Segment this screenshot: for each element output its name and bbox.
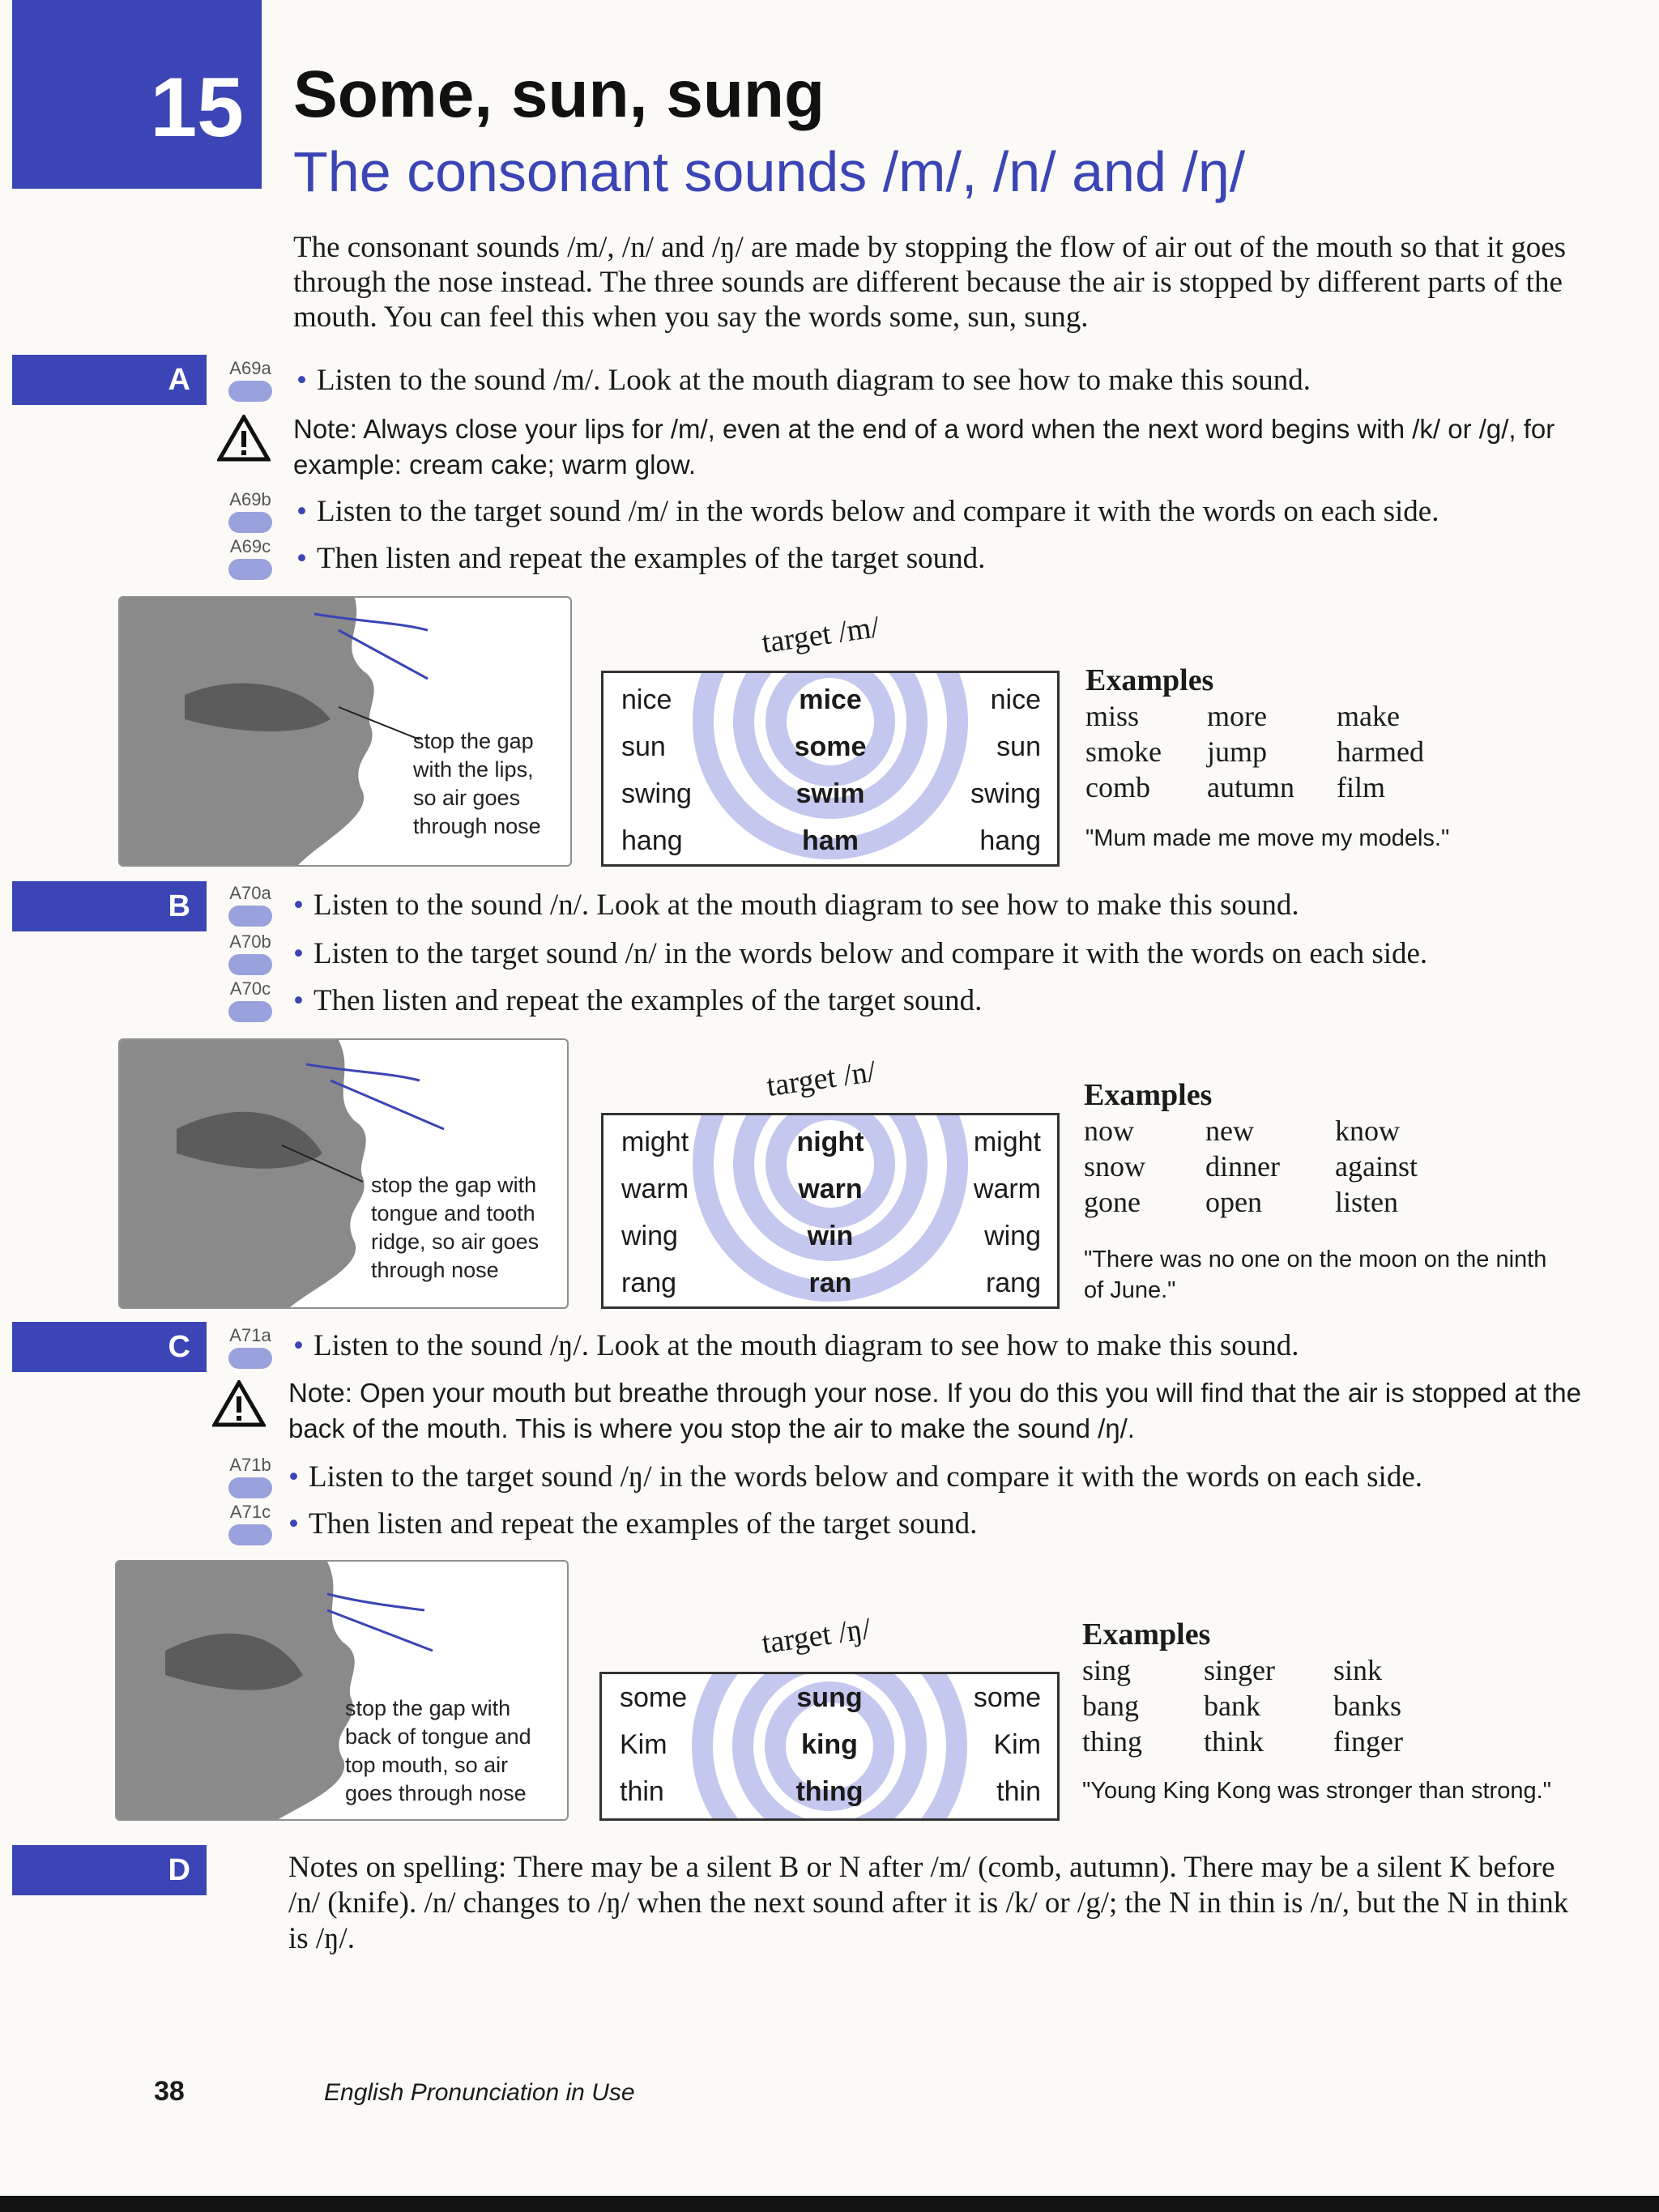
section-b-bar [12, 881, 207, 931]
target-word-cell: some [794, 731, 867, 762]
instruction-text: Listen to the target sound /n/ in the words below and compare it with the words on each side. [313, 937, 1428, 970]
example-word: gone [1084, 1186, 1141, 1218]
word-table [601, 1113, 1060, 1309]
table-row [603, 770, 1057, 817]
example-word: comb [1085, 771, 1150, 803]
audio-track-icon[interactable] [224, 978, 277, 1024]
note-text: Note: Always close your lips for /m/, even at the end of a word when the next word begins with /k/ or /g/, for example: cream cake; warm glow. [293, 414, 1555, 479]
instruction-line: • Listen to the target sound /ŋ/ in the words below and compare it with the words on each side. [288, 1460, 1422, 1494]
note-text: Note: Open your mouth but breathe through your nose. If you do this you will find that the air is stopped at the back of the mouth. This is where you stop the air to make the sound /ŋ/. [288, 1378, 1581, 1443]
instruction-line: • Then listen and repeat the examples of the target sound. [296, 542, 986, 575]
target-word-cell: mice [799, 684, 862, 715]
instruction-line: • Listen to the sound /ŋ/. Look at the mouth diagram to see how to make this sound. [293, 1329, 1299, 1362]
diagram-caption: stop the gap with tongue and tooth ridge, so air goes through nose [371, 1173, 539, 1282]
instruction-text: Listen to the sound /m/. Look at the mouth diagram to see how to make this sound. [316, 364, 1311, 397]
example-word: snow [1084, 1150, 1146, 1183]
word-cell: thin [620, 1776, 664, 1807]
target-word-cell: thing [795, 1776, 864, 1807]
track-id: A70b [229, 931, 271, 952]
word-cell: warm [973, 1174, 1041, 1204]
example-word: sink [1333, 1654, 1383, 1686]
example-word: film [1337, 771, 1385, 803]
book-title: English Pronunciation in Use [324, 2079, 635, 2106]
example-word: autumn [1207, 771, 1294, 803]
examples-heading: Examples [1084, 1078, 1213, 1112]
examples-row [1084, 1113, 1570, 1149]
target-word-cell: ran [808, 1268, 852, 1298]
word-cell: swing [970, 778, 1041, 809]
unit-number-box [12, 0, 262, 189]
diagram-caption: stop the gap with back of tongue and top mouth, so air goes through nose [345, 1696, 531, 1805]
word-cell: some [620, 1682, 688, 1713]
word-cell: rang [985, 1268, 1041, 1298]
instruction-text: Listen to the target sound /m/ in the words below and compare it with the words on each side. [316, 495, 1439, 528]
table-row [603, 1259, 1057, 1306]
instruction-line: • Then listen and repeat the examples of the target sound. [293, 984, 983, 1017]
examples-row [1082, 1688, 1601, 1724]
mouth-diagram [118, 596, 572, 867]
word-cell: Kim [620, 1729, 667, 1760]
examples-row [1084, 1149, 1570, 1184]
table-row [602, 1674, 1057, 1721]
example-word: new [1205, 1115, 1254, 1147]
section-label: B [168, 889, 190, 923]
target-word-cell: warn [798, 1174, 863, 1204]
section-label: D [168, 1852, 190, 1887]
table-row [603, 817, 1057, 864]
word-cell: warm [621, 1174, 689, 1204]
examples-row [1085, 734, 1572, 769]
example-word: bank [1204, 1690, 1260, 1722]
word-table [599, 1672, 1060, 1821]
example-word: dinner [1205, 1150, 1280, 1183]
page-number: 38 [154, 2076, 185, 2107]
warning-icon [212, 1380, 266, 1427]
examples-row [1082, 1724, 1601, 1759]
example-word: open [1205, 1186, 1262, 1218]
target-label: target /ŋ/ [759, 1611, 873, 1661]
page-subtitle: The consonant sounds /m/, /n/ and /ŋ/ [293, 140, 1246, 203]
audio-track-icon[interactable] [224, 1502, 277, 1547]
word-cell: Kim [993, 1729, 1041, 1760]
word-cell: hang [979, 825, 1041, 856]
instruction-line: • Listen to the target sound /m/ in the words below and compare it with the words on each side. [296, 495, 1439, 528]
scan-bottom-edge [0, 2196, 1659, 2212]
examples-row [1085, 698, 1572, 734]
track-id: A71c [229, 1502, 271, 1522]
example-quote: "Young King Kong was stronger than strong." [1082, 1778, 1551, 1804]
word-cell: swing [621, 778, 692, 809]
example-word: smoke [1085, 735, 1162, 768]
examples-row [1085, 769, 1572, 805]
intro-paragraph: The consonant sounds /m/, /n/ and /ŋ/ are made by stopping the flow of air out of the mouth so that it goes through the nose instead. The three sounds are different because the air is stopped by different parts of the mouth. You can feel this when you say the words some, sun, sung. [293, 231, 1567, 334]
track-id: A69c [229, 536, 271, 556]
instruction-text: Then listen and repeat the examples of the target sound. [316, 542, 986, 575]
instruction-text: Listen to the sound /n/. Look at the mouth diagram to see how to make this sound. [313, 889, 1299, 922]
section-c-bar [12, 1322, 207, 1372]
audio-track-icon[interactable] [224, 536, 277, 582]
target-word-cell: ham [802, 825, 859, 856]
target-word-cell: night [796, 1127, 864, 1157]
example-word: think [1204, 1725, 1265, 1758]
examples-row [1084, 1184, 1570, 1220]
example-word: against [1335, 1150, 1418, 1183]
word-cell: sun [996, 731, 1041, 762]
section-label: A [168, 362, 190, 397]
table-row [603, 1166, 1057, 1213]
word-cell: might [621, 1127, 689, 1157]
table-row [603, 1119, 1057, 1166]
section-label: C [168, 1329, 190, 1364]
instruction-text: Listen to the target sound /ŋ/ in the words below and compare it with the words on each side. [308, 1460, 1422, 1494]
instruction-text: Listen to the sound /ŋ/. Look at the mouth diagram to see how to make this sound. [313, 1329, 1299, 1362]
word-cell: wing [621, 1221, 678, 1251]
example-word: banks [1333, 1690, 1401, 1722]
table-row [603, 723, 1057, 770]
example-word: finger [1333, 1725, 1403, 1758]
audio-track-icon[interactable] [224, 931, 277, 977]
target-word-cell: king [801, 1729, 858, 1760]
track-id: A70c [229, 978, 271, 999]
track-id: A71a [229, 1325, 271, 1345]
mouth-diagram [115, 1560, 569, 1821]
example-word: jump [1207, 735, 1268, 768]
word-cell: hang [621, 825, 683, 856]
instruction-line: • Then listen and repeat the examples of the target sound. [288, 1507, 978, 1541]
example-word: listen [1335, 1186, 1398, 1218]
track-id: A71b [229, 1455, 271, 1475]
word-cell: nice [990, 684, 1041, 715]
word-cell: rang [621, 1268, 677, 1298]
examples-panel [1085, 663, 1572, 854]
track-id: A70a [229, 883, 271, 903]
word-cell: some [973, 1682, 1041, 1713]
examples-heading: Examples [1082, 1617, 1211, 1652]
example-word: sing [1082, 1654, 1132, 1686]
instruction-text: Then listen and repeat the examples of the target sound. [308, 1507, 978, 1541]
example-word: now [1084, 1115, 1134, 1147]
word-cell: nice [621, 684, 672, 715]
example-word: know [1335, 1115, 1400, 1147]
mouth-diagram [118, 1038, 569, 1309]
target-word-cell: win [807, 1221, 854, 1251]
example-quote: "There was no one on the moon on the ninth of June." [1084, 1247, 1547, 1303]
audio-track-icon[interactable] [224, 1455, 277, 1500]
audio-track-icon[interactable] [224, 1325, 277, 1370]
audio-track-icon[interactable] [224, 358, 277, 403]
spelling-notes: Notes on spelling: There may be a silent B or N after /m/ (comb, autumn). There may be a silent K before /n/ (knife). /n/ changes to /ŋ/ when the next sound after it is /k/ or /g/; the N in thin is /n/, but the N in think is /ŋ/. [288, 1851, 1569, 1955]
examples-panel [1084, 1077, 1570, 1306]
diagram-caption: stop the gap with the lips, so air goes through nose [413, 729, 541, 838]
unit-number: 15 [150, 61, 244, 155]
instruction-line: • Listen to the target sound /n/ in the words below and compare it with the words on each side. [293, 937, 1428, 970]
example-word: singer [1204, 1654, 1275, 1686]
examples-row [1082, 1652, 1601, 1688]
example-quote: "Mum made me move my models." [1085, 825, 1450, 851]
warning-icon [217, 415, 271, 462]
audio-track-icon[interactable] [224, 489, 277, 535]
section-a-bar [12, 355, 207, 405]
word-table [601, 671, 1060, 867]
examples-panel [1082, 1617, 1601, 1806]
word-cell: sun [621, 731, 666, 762]
table-row [602, 1721, 1057, 1768]
word-cell: thin [996, 1776, 1041, 1807]
example-word: more [1207, 700, 1267, 732]
instruction-line: • Listen to the sound /m/. Look at the mouth diagram to see how to make this sound. [296, 364, 1311, 397]
word-cell: might [973, 1127, 1041, 1157]
track-id: A69a [229, 358, 271, 378]
target-word-cell: swim [795, 778, 865, 809]
track-id: A69b [229, 489, 271, 509]
example-word: make [1337, 700, 1400, 732]
audio-track-icon[interactable] [224, 883, 277, 928]
target-label: target /n/ [764, 1054, 878, 1104]
example-word: harmed [1337, 735, 1424, 768]
table-row [603, 676, 1057, 723]
table-row [603, 1213, 1057, 1259]
target-word-cell: sung [796, 1682, 863, 1713]
target-label: target /m/ [759, 610, 882, 660]
example-word: bang [1082, 1690, 1139, 1722]
table-row [602, 1768, 1057, 1815]
word-cell: wing [984, 1221, 1041, 1251]
page-title: Some, sun, sung [293, 58, 825, 131]
example-word: thing [1082, 1725, 1143, 1758]
examples-heading: Examples [1085, 663, 1214, 697]
instruction-text: Then listen and repeat the examples of the target sound. [313, 984, 983, 1017]
instruction-line: • Listen to the sound /n/. Look at the mouth diagram to see how to make this sound. [293, 889, 1299, 922]
section-d-bar [12, 1845, 207, 1895]
example-word: miss [1085, 700, 1140, 732]
